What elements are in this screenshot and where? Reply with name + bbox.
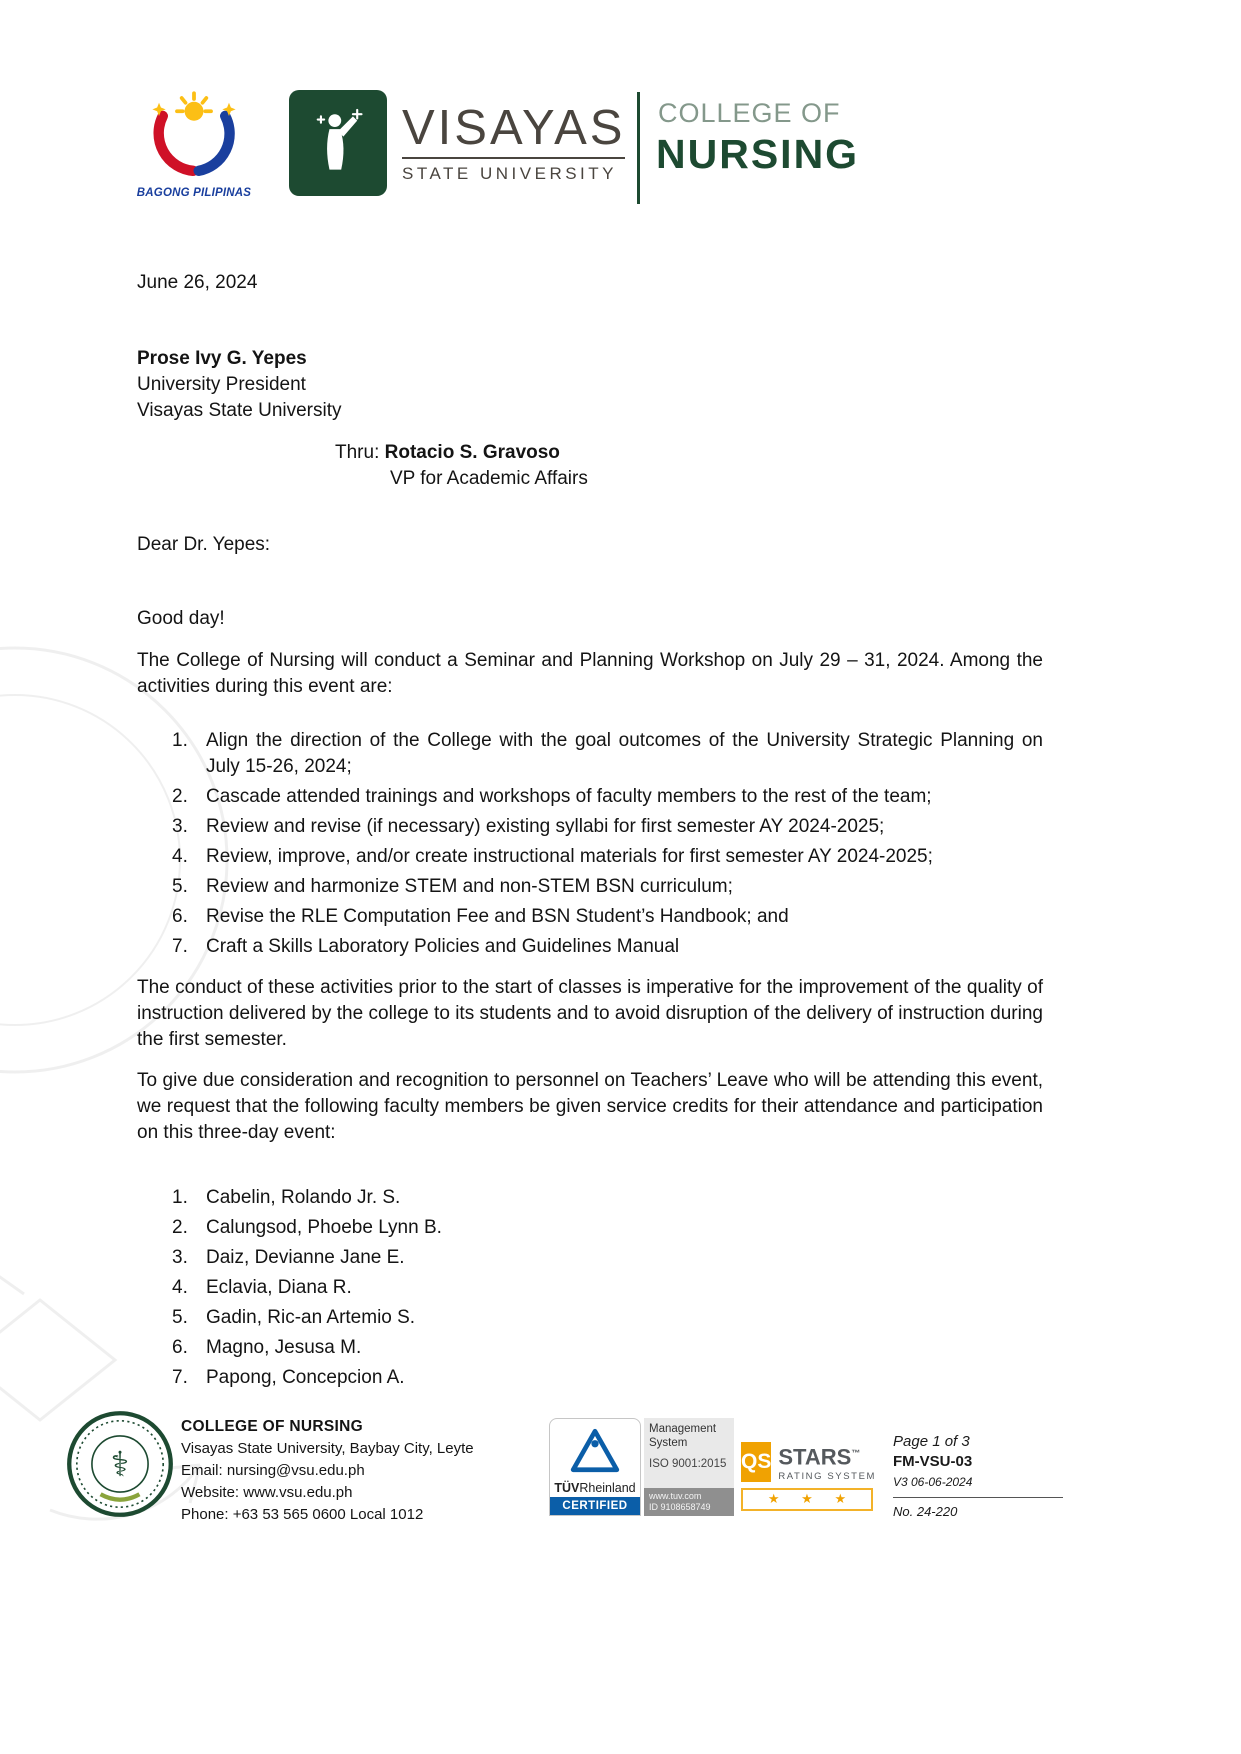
activity-number: 2.: [172, 786, 188, 807]
activity-number: 4.: [172, 846, 188, 867]
activity-item: [172, 874, 1043, 900]
bagong-pilipinas-icon: [142, 84, 246, 182]
svg-text:⚕: ⚕: [110, 1444, 130, 1485]
qs-rating-system-label: RATING SYSTEM: [778, 1470, 877, 1482]
form-code: FM-VSU-03: [893, 1453, 973, 1470]
qs-stars-word: [778, 1442, 876, 1468]
recipient-org: Visayas State University: [137, 400, 342, 421]
faculty-item: [172, 1365, 1043, 1391]
tuv-info-panel: [644, 1418, 734, 1516]
recipient-block: [137, 346, 342, 424]
vsu-logo: [289, 90, 387, 196]
recipient-title: University President: [137, 374, 306, 395]
footer-email: Email: nursing@vsu.edu.ph: [181, 1462, 365, 1479]
faculty-number: 2.: [172, 1217, 188, 1238]
faculty-number: 1.: [172, 1187, 188, 1208]
bagong-pilipinas-logo: [136, 84, 252, 202]
thru-name: Rotacio S. Gravoso: [384, 442, 560, 463]
qs-trademark: ™: [851, 1448, 861, 1459]
tuv-triangle-box: [550, 1419, 640, 1481]
bagong-pilipinas-label: BAGONG PILIPINAS: [136, 187, 252, 199]
vsu-name: VISAYAS: [402, 104, 625, 159]
faculty-item: [172, 1305, 1043, 1331]
faculty-name: Eclavia, Diana R.: [206, 1277, 352, 1298]
faculty-name: Cabelin, Rolando Jr. S.: [206, 1187, 401, 1208]
tuv-url: www.tuv.com: [649, 1491, 702, 1501]
activity-text: Cascade attended trainings and workshops of faculty members to the rest of the team;: [206, 786, 932, 807]
tuv-brand-rheinland: Rheinland: [579, 1481, 636, 1495]
tuv-certification-badge: [549, 1418, 734, 1516]
document-number: No. 24-220: [893, 1497, 1063, 1522]
paragraph-request: To give due consideration and recognition to personnel on Teachers’ Leave who will be attending this event, we request that the following faculty members be given service credits for their attendance and participation on this three-day event:: [137, 1070, 1043, 1143]
activity-number: 1.: [172, 730, 188, 751]
qs-wordmark: [778, 1442, 876, 1481]
activities-list: [137, 728, 1043, 964]
form-version: V3 06-06-2024: [893, 1475, 973, 1489]
thru-title: VP for Academic Affairs: [390, 468, 588, 489]
footer-website: Website: www.vsu.edu.ph: [181, 1484, 353, 1501]
letter-date: June 26, 2024: [137, 272, 258, 293]
activity-number: 5.: [172, 876, 188, 897]
faculty-number: 5.: [172, 1307, 188, 1328]
qs-stars-text: STARS: [778, 1444, 852, 1470]
college-nursing-label: NURSING: [656, 131, 860, 177]
footer-college-name: COLLEGE OF NURSING: [181, 1418, 363, 1435]
tuv-id: ID 9108658749: [649, 1502, 711, 1512]
activity-number: 7.: [172, 936, 188, 957]
thru-block: [335, 440, 588, 492]
tuv-brand-tuv: TÜV: [554, 1481, 580, 1495]
qs-logo: QS: [741, 1442, 771, 1482]
vsu-wordmark: [402, 101, 626, 184]
faculty-item: [172, 1245, 1043, 1271]
faculty-name: Calungsod, Phoebe Lynn B.: [206, 1217, 442, 1238]
activity-item: [172, 844, 1043, 870]
document-control-box: [893, 1432, 1063, 1522]
vsu-statue-icon: [306, 105, 370, 181]
faculty-number: 6.: [172, 1337, 188, 1358]
thru-line: [335, 440, 588, 466]
faculty-item: [172, 1275, 1043, 1301]
qs-stars-badge: [741, 1442, 877, 1511]
activity-item: [172, 904, 1043, 930]
activity-item: [172, 814, 1043, 840]
faculty-name: Magno, Jesusa M.: [206, 1337, 362, 1358]
activity-text: Review and harmonize STEM and non-STEM BSN curriculum;: [206, 876, 733, 897]
faculty-name: Daiz, Devianne Jane E.: [206, 1247, 405, 1268]
footer-phone: Phone: +63 53 565 0600 Local 1012: [181, 1506, 424, 1523]
faculty-name: Papong, Concepcion A.: [206, 1367, 405, 1388]
tuv-id-strip: [644, 1488, 734, 1516]
activity-text: Align the direction of the College with the goal outcomes of the University Strategic Planning on July 15-26, 2024;: [206, 730, 1043, 777]
footer-address: Visayas State University, Baybay City, Leyte: [181, 1440, 474, 1457]
qs-logo-row: [741, 1442, 877, 1482]
header-divider: [637, 92, 640, 204]
tuv-brand: [550, 1481, 640, 1497]
footer-contact-block: [181, 1416, 474, 1526]
tuv-system-label: [644, 1418, 734, 1450]
faculty-item: [172, 1185, 1043, 1211]
page-footer: [0, 1404, 1241, 1554]
faculty-number: 7.: [172, 1367, 188, 1388]
activity-text: Revise the RLE Computation Fee and BSN Student’s Handbook; and: [206, 906, 789, 927]
recipient-name: Prose Ivy G. Yepes: [137, 348, 307, 369]
tuv-certified-label: CERTIFIED: [550, 1497, 640, 1515]
page-number: Page 1 of 3: [893, 1433, 970, 1450]
qs-stars-bar: ★ ★ ★: [741, 1488, 873, 1511]
tuv-system-line2: System: [649, 1437, 688, 1449]
faculty-number: 3.: [172, 1247, 188, 1268]
salutation: Dear Dr. Yepes:: [137, 534, 271, 555]
tuv-system-line1: Management: [649, 1423, 717, 1435]
activity-item: [172, 728, 1043, 780]
college-seal-icon: [66, 1410, 174, 1518]
faculty-item: [172, 1335, 1043, 1361]
paragraph-intro: The College of Nursing will conduct a Seminar and Planning Workshop on July 29 – 31, 2024. Among the activities during this event are:: [137, 650, 1043, 697]
tuv-mark: [549, 1418, 641, 1516]
faculty-item: [172, 1215, 1043, 1241]
thru-label: Thru:: [335, 442, 380, 463]
activity-number: 6.: [172, 906, 188, 927]
activity-item: [172, 784, 1043, 810]
paragraph-conduct: The conduct of these activities prior to the start of classes is imperative for the improvement of the quality of instruction delivered by the college to its students and to avoid disruption of the delivery of instruction during the first semester.: [137, 977, 1043, 1050]
activity-item: [172, 934, 1043, 960]
tuv-triangle-icon: [569, 1427, 621, 1474]
faculty-number: 4.: [172, 1277, 188, 1298]
activity-text: Craft a Skills Laboratory Policies and Guidelines Manual: [206, 936, 680, 957]
faculty-name: Gadin, Ric-an Artemio S.: [206, 1307, 416, 1328]
activity-number: 3.: [172, 816, 188, 837]
greeting: Good day!: [137, 608, 225, 629]
college-of-label: COLLEGE OF: [658, 98, 841, 128]
tuv-iso-label: ISO 9001:2015: [649, 1458, 727, 1470]
faculty-list: [137, 1185, 1043, 1395]
activity-text: Review, improve, and/or create instructional materials for first semester AY 2024-2025;: [206, 846, 933, 867]
vsu-subtitle: STATE UNIVERSITY: [402, 164, 618, 183]
activity-text: Review and revise (if necessary) existing syllabi for first semester AY 2024-2025;: [206, 816, 885, 837]
